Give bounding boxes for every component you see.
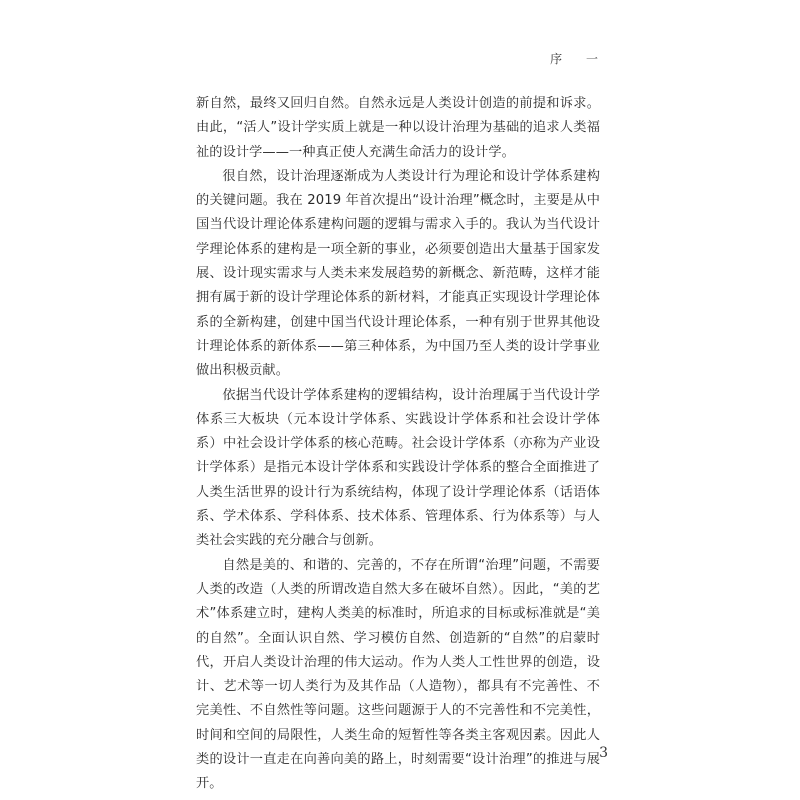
- body-text: [196, 92, 600, 797]
- paragraph-continuation: 新自然，最终又回归自然。自然永远是人类设计创造的前提和诉求。由此，“活人”设计学实质上就是一种以设计治理为基础的追求人类福祉的设计学——一种真正使人充满生命活力的设计学。: [196, 96, 600, 160]
- paragraph-social-design-system: 依据当代设计学体系建构的逻辑结构，设计治理属于当代设计学体系三大板块（元本设计学体系、实践设计学体系和社会设计学体系）中社会设计学体系的核心范畴。社会设计学体系（亦称为产业设计学体系）是指元本设计学体系和实践设计学体系的整合全面推进了人类生活世界的设计行为系统结构，体现了设计学理论体系（话语体系、学术体系、学科体系、技术体系、管理体系、行为体系等）与人类社会实践的充分融合与创新。: [196, 387, 600, 549]
- running-header: 序 一: [550, 52, 608, 66]
- page-number: 3: [599, 745, 608, 761]
- paragraph-nature-and-beauty: 自然是美的、和谐的、完善的，不存在所谓“治理”问题，不需要人类的改造（人类的所谓改造自然大多在破坏自然）。因此，“美的艺术”体系建立时，建构人类美的标准时，所追求的目标或标准就是“美的自然”。全面认识自然、学习模仿自然、创造新的“自然”的启蒙时代，开启人类设计治理的伟大运动。作为人类人工性世界的创造，设计、艺术等一切人类行为及其作品（人造物），都具有不完善性、不完美性、不自然性等问题。这些问题源于人的不完善性和不完美性，时间和空间的局限性，人类生命的短暂性等各类主客观因素。因此人类的设计一直走在向善向美的路上，时刻需要“设计治理”的推进与展开。: [196, 557, 600, 792]
- paragraph-design-governance-concept: 很自然，设计治理逐渐成为人类设计行为理论和设计学体系建构的关键问题。我在 2019 年首次提出“设计治理”概念时，主要是从中国当代设计理论体系建构问题的逻辑与需求入手的。我认为当代设计学理论体系的建构是一项全新的事业，必须要创造出大量基于国家发展、设计现实需求与人类未来发展趋势的新概念、新范畴，这样才能拥有属于新的设计学理论体系的新材料，才能真正实现设计学理论体系的全新构建，创建中国当代设计理论体系，一种有别于世界其他设计理论体系的新体系——第三种体系，为中国乃至人类的设计学事业做出积极贡献。: [196, 168, 600, 379]
